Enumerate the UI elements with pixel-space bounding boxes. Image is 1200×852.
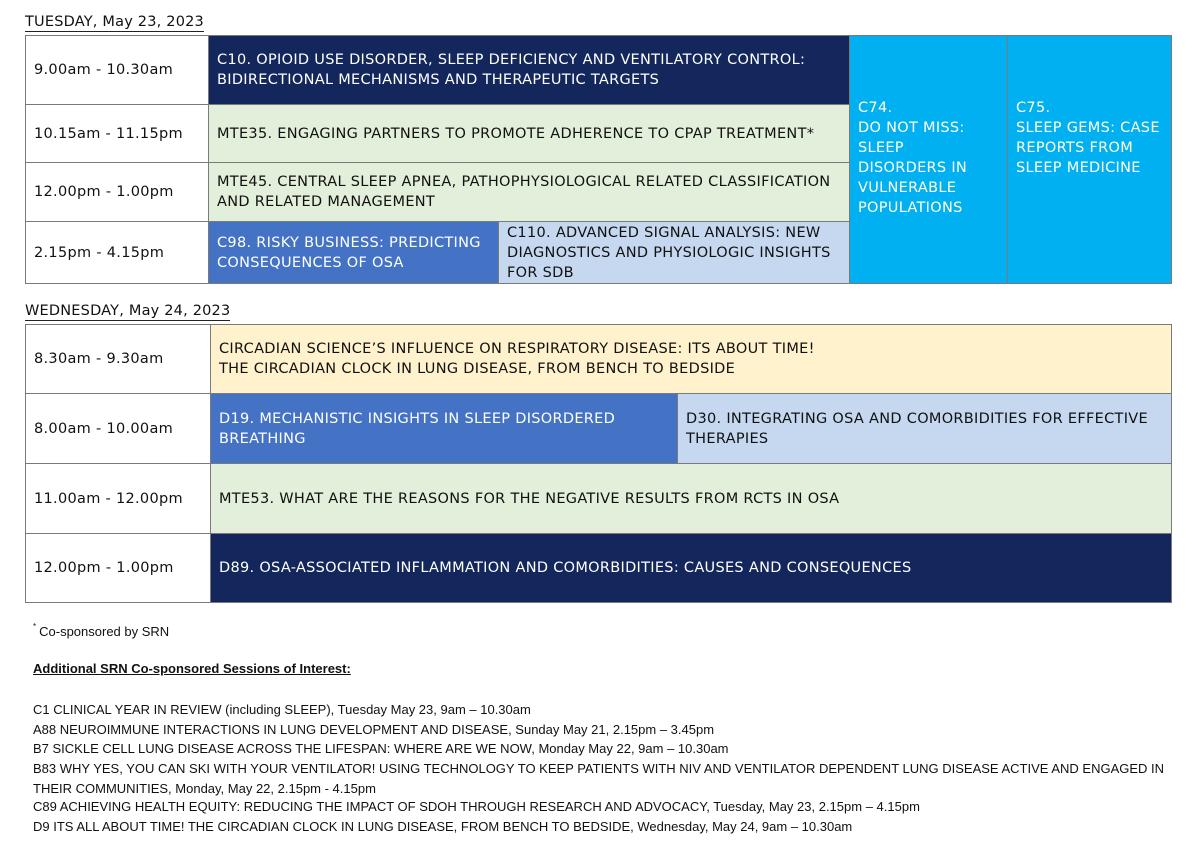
additional-item-b7: B7 SICKLE CELL LUNG DISEASE ACROSS THE LIFESPAN: WHERE ARE WE NOW, Monday May 22, 9am – 10.30am: [33, 741, 729, 756]
tuesday-time-3: 12.00pm - 1.00pm: [25, 162, 209, 222]
session-c74-title: DO NOT MISS: SLEEP DISORDERS IN VULNERABLE POPULATIONS: [858, 120, 968, 216]
session-d19: D19. MECHANISTIC INSIGHTS IN SLEEP DISORDERED BREATHING: [210, 393, 678, 464]
tuesday-time-1: 9.00am - 10.30am: [25, 35, 209, 105]
tuesday-time-4: 2.15pm - 4.15pm: [25, 221, 209, 284]
circadian-line-2: THE CIRCADIAN CLOCK IN LUNG DISEASE, FROM BENCH TO BEDSIDE: [219, 361, 736, 377]
footnote-mark: *: [33, 622, 37, 631]
footnote: [33, 624, 169, 639]
session-mte53: MTE53. WHAT ARE THE REASONS FOR THE NEGATIVE RESULTS FROM RCTS IN OSA: [210, 463, 1172, 534]
session-mte35: MTE35. ENGAGING PARTNERS TO PROMOTE ADHERENCE TO CPAP TREATMENT*: [208, 104, 850, 163]
wednesday-time-2: 8.00am - 10.00am: [25, 393, 211, 464]
circadian-line-1: CIRCADIAN SCIENCE’S INFLUENCE ON RESPIRATORY DISEASE: ITS ABOUT TIME!: [219, 341, 815, 357]
session-circadian: [210, 324, 1172, 394]
additional-item-b83: B83 WHY YES, YOU CAN SKI WITH YOUR VENTILATOR! USING TECHNOLOGY TO KEEP PATIENTS WITH NIV AND VENTILATOR DEPENDENT LUNG DISEASE ACTIVE AND ENGAGED IN THEIR COMMUNITIES, Monday, May 22, 2.15pm - 4.15pm: [33, 761, 1165, 796]
session-c75: [1007, 35, 1172, 284]
session-c10: C10. OPIOID USE DISORDER, SLEEP DEFICIENCY AND VENTILATORY CONTROL: BIDIRECTIONAL MECHANISMS AND THERAPEUTIC TARGETS: [208, 35, 850, 105]
additional-item-d9: D9 ITS ALL ABOUT TIME! THE CIRCADIAN CLOCK IN LUNG DISEASE, FROM BENCH TO BEDSIDE, Wednesday, May 24, 9am – 10.30am: [33, 819, 853, 834]
session-c74-code: C74.: [858, 100, 893, 116]
wednesday-time-1: 8.30am - 9.30am: [25, 324, 211, 394]
session-d89: D89. OSA-ASSOCIATED INFLAMMATION AND COMORBIDITIES: CAUSES AND CONSEQUENCES: [210, 533, 1172, 603]
session-c74: [849, 35, 1008, 284]
session-c98: C98. RISKY BUSINESS: PREDICTING CONSEQUENCES OF OSA: [208, 221, 499, 284]
session-d30: D30. INTEGRATING OSA AND COMORBIDITIES FOR EFFECTIVE THERAPIES: [677, 393, 1172, 464]
tuesday-time-2: 10.15am - 11.15pm: [25, 104, 209, 163]
wednesday-title: WEDNESDAY, May 24, 2023: [25, 303, 231, 319]
additional-item-c1: C1 CLINICAL YEAR IN REVIEW (including SLEEP), Tuesday May 23, 9am – 10.30am: [33, 702, 531, 717]
session-mte45: MTE45. CENTRAL SLEEP APNEA, PATHOPHYSIOLOGICAL RELATED CLASSIFICATION AND RELATED MANAGEMENT: [208, 162, 850, 222]
additional-item-a88: A88 NEUROIMMUNE INTERACTIONS IN LUNG DEVELOPMENT AND DISEASE, Sunday May 21, 2.15pm – 3.45pm: [33, 722, 715, 737]
wednesday-time-4: 12.00pm - 1.00pm: [25, 533, 211, 603]
wednesday-time-3: 11.00am - 12.00pm: [25, 463, 211, 534]
session-c75-title: SLEEP GEMS: CASE REPORTS FROM SLEEP MEDICINE: [1016, 120, 1160, 176]
footnote-text: Co-sponsored by SRN: [39, 624, 170, 639]
session-c75-code: C75.: [1016, 100, 1051, 116]
additional-item-c89: C89 ACHIEVING HEALTH EQUITY: REDUCING THE IMPACT OF SDOH THROUGH RESEARCH AND ADVOCACY, Tuesday, May 23, 2.15pm – 4.15pm: [33, 799, 920, 814]
tuesday-title: TUESDAY, May 23, 2023: [25, 14, 204, 30]
additional-heading: Additional SRN Co-sponsored Sessions of Interest:: [33, 661, 351, 676]
session-c110: C110. ADVANCED SIGNAL ANALYSIS: NEW DIAGNOSTICS AND PHYSIOLOGIC INSIGHTS FOR SDB: [498, 221, 850, 284]
